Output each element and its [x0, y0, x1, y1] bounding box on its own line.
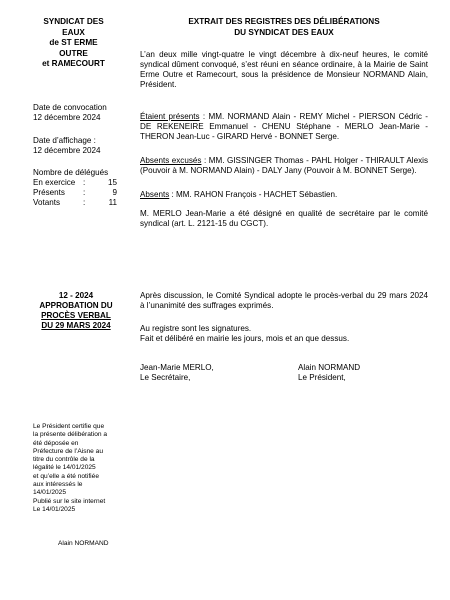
convocation-date: 12 décembre 2024: [33, 113, 101, 122]
delegues-label: Votants: [33, 198, 60, 207]
certification-line: Le 14/01/2025: [33, 505, 76, 513]
certification-line: Préfecture de l’Aisne au: [33, 447, 104, 455]
secretaire-paragraph: M. MERLO Jean-Marie a été désigné en qualité de secrétaire par le comité syndical (art. L. 2121-15 du CGCT).: [140, 209, 428, 228]
excuses-text: : MM. GISSINGER Thomas - PAHL Holger - THIRAULT Alexis (Pouvoir à M. NORMAND Alain) - DALY Jany (Pouvoir à M. BONNET Serge).: [140, 156, 428, 175]
intro-paragraph: L’an deux mille vingt-quatre le vingt décembre à dix-neuf heures, le comité syndical dûment convoqué, s’est réuni en séance ordinaire, à la Mairie de Saint Erme Outre et Ramecourt, sous la présidence de Monsieur NORMAND Alain, Président.: [140, 50, 428, 89]
title-line: EXTRAIT DES REGISTRES DES DÉLIBÉRATIONS: [188, 17, 380, 26]
signature-role: Le Secrétaire,: [140, 373, 191, 382]
syndicat-line: SYNDICAT DES: [43, 17, 104, 26]
absents-paragraph: [140, 190, 428, 200]
delegues-value: 9: [112, 188, 117, 197]
deliberation-heading-line: PROCÈS VERBAL: [41, 311, 111, 320]
certification-line: 14/01/2025: [33, 489, 67, 497]
delegues-block: [33, 168, 117, 208]
delegues-row: [33, 178, 117, 188]
delegues-colon: :: [83, 198, 86, 207]
certification-line: Publié sur le site internet: [33, 497, 106, 505]
delegues-value: 11: [108, 198, 117, 207]
delegues-title: Nombre de délégués: [33, 168, 109, 177]
affichage-label: Date d’affichage :: [33, 136, 96, 145]
signature-name: Alain NORMAND: [298, 363, 361, 372]
syndicat-line: OUTRE: [59, 48, 88, 58]
absents-label: Absents: [140, 190, 170, 199]
syndicat-line: EAUX: [62, 27, 85, 37]
deliberation-heading: [33, 291, 119, 331]
deliberation-heading-line: DU 29 MARS 2024: [41, 321, 111, 330]
delegues-row: [33, 188, 117, 198]
affichage-block: [33, 136, 119, 156]
certification-line: Le Président certifie que: [33, 423, 105, 430]
delegues-row: [33, 198, 117, 208]
absents-text: : MM. RAHON François - HACHET Sébastien.: [169, 190, 338, 199]
delegues-value: 15: [107, 178, 117, 187]
fait-text: Fait et délibéré en mairie les jours, mois et an que dessus.: [140, 334, 350, 343]
deliberation-heading-line: APPROBATION DU: [39, 301, 113, 310]
certification-line: légalité le 14/01/2025: [33, 464, 96, 472]
affichage-date: 12 décembre 2024: [33, 146, 101, 155]
excuses-paragraph: [140, 156, 428, 176]
footer-signature: Alain NORMAND: [58, 540, 109, 547]
delegues-label: Présents: [33, 188, 65, 197]
registre-text: Au registre sont les signatures.: [140, 324, 252, 333]
certification-line: la présente délibération a: [33, 431, 108, 439]
document-title: [140, 17, 428, 38]
certification-line: et qu’elle a été notifiée: [33, 472, 99, 480]
title-line: DU SYNDICAT DES EAUX: [234, 27, 334, 37]
deliberation-body: Après discussion, le Comité Syndical adopte le procès-verbal du 29 mars 2024 à l’unanimité des suffrages exprimés.: [140, 291, 428, 310]
syndicat-line: de ST ERME: [49, 38, 98, 47]
signature-role: Le Président,: [298, 373, 346, 382]
excuses-label: Absents excusés: [140, 156, 202, 165]
certification-line: aux intéressés le: [33, 481, 83, 489]
certification-line: été déposée en: [33, 439, 79, 447]
signature-name: Jean-Marie MERLO,: [140, 363, 214, 372]
deliberation-number: 12 - 2024: [58, 291, 94, 300]
presents-paragraph: [140, 112, 428, 142]
signature-secretaire: [140, 363, 214, 383]
syndicat-line: et RAMECOURT: [42, 59, 105, 68]
convocation-block: [33, 103, 119, 123]
syndicat-name: [22, 17, 125, 70]
convocation-label: Date de convocation: [33, 103, 107, 112]
presents-text: : MM. NORMAND Alain - REMY Michel - PIERSON Cédric - DE REKENEIRE Emmanuel - CHENU Stéphane - MERLO Jean-Marie - THERON Jean-Luc - GIRARD Hervé - BONNET Serge.: [140, 112, 428, 141]
delegues-colon: :: [83, 178, 86, 187]
delegues-label: En exercice: [33, 178, 76, 187]
presents-label: Étaient présents: [140, 112, 200, 121]
signature-president: [298, 363, 360, 383]
certification-note: [33, 423, 123, 514]
delegues-colon: :: [83, 188, 86, 197]
certification-line: titre du contrôle de la: [33, 456, 95, 464]
